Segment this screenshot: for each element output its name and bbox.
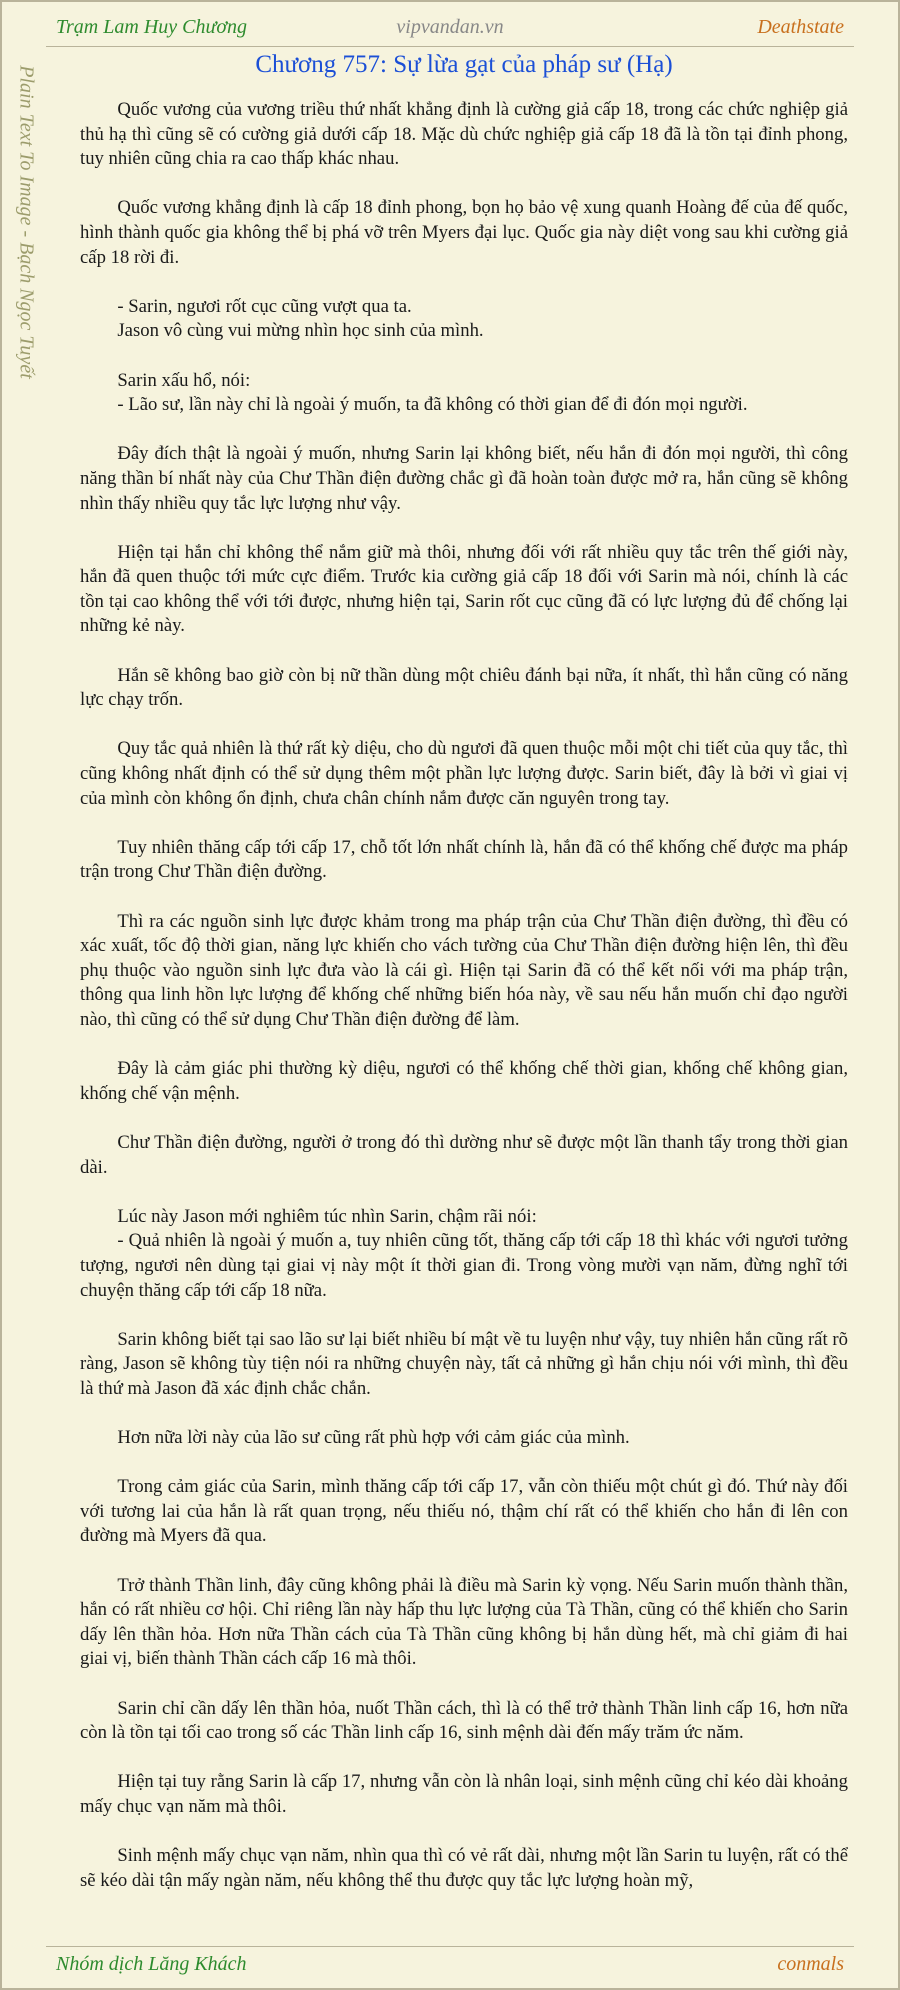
paragraph-line: - Lão sư, lần này chỉ là ngoài ý muốn, ta đã không có thời gian để đi đón mọi người. <box>117 394 748 416</box>
paragraph: Quốc vương khẳng định là cấp 18 đỉnh phong, bọn họ bảo vệ xung quanh Hoàng đế của đế quốc, hình thành quốc gia không thể bị phá vỡ trên Myers đại lục. Quốc gia này diệt vong sau khi cường giả cấp 18 rời đi. <box>80 197 848 268</box>
paragraph: Đây là cảm giác phi thường kỳ diệu, ngươi có thể khống chế thời gian, khống chế không gian, khống chế vận mệnh. <box>80 1058 848 1104</box>
header-site-name: vipvandan.vn <box>396 16 504 38</box>
paragraph: Hiện tại hắn chỉ không thể nắm giữ mà thôi, nhưng đối với rất nhiều quy tắc trên thế giới này, hắn đã quen thuộc tới mức cực điểm. Trước kia cường giả cấp 18 đối với Sarin mà nói, chính là các tồn tại cao không thể với tới được, nhưng hiện tại, Sarin rốt cục cũng đã có lực lượng đủ để chống lại những kẻ này. <box>80 541 848 637</box>
paragraph: Trở thành Thần linh, đây cũng không phải là điều mà Sarin kỳ vọng. Nếu Sarin muốn thành thần, hắn có rất nhiều cơ hội. Chỉ riêng lần này hấp thu lực lượng của Tà Thần, cũng có thể khiến cho Sarin dấy lên thần hỏa. Hơn nữa Thần cách của Tà Thần cũng không bị hắn dùng hết, mà chỉ giảm đi hai giai vị, biến thành Thần cách cấp 16 mà thôi. <box>80 1574 848 1670</box>
paragraph: Sinh mệnh mấy chục vạn năm, nhìn qua thì có vẻ rất dài, nhưng một lần Sarin tu luyện, rất có thể sẽ kéo dài tận mấy ngàn năm, nếu không thể thu được quy tắc lực lượng hoàn mỹ, <box>80 1845 848 1891</box>
footer-editor: conmals <box>777 1953 844 1975</box>
chapter-content <box>80 48 848 1918</box>
paragraph: Sarin không biết tại sao lão sư lại biết nhiều bí mật về tu luyện như vậy, tuy nhiên hắn cũng rất rõ ràng, Jason sẽ không tùy tiện nói ra những chuyện này, tất cả những gì hắn chịu nói với mình, thì đều là thứ mà Jason đã xác định chắc chắn. <box>80 1328 848 1399</box>
page-footer <box>46 1946 854 1983</box>
page-header <box>46 10 854 47</box>
paragraph <box>80 1205 848 1303</box>
paragraph: Chư Thần điện đường, người ở trong đó thì dường như sẽ được một lần thanh tẩy trong thời gian dài. <box>80 1131 848 1178</box>
paragraph-line: - Quả nhiên là ngoài ý muốn a, tuy nhiên cũng tốt, thăng cấp tới cấp 18 thì khác với ngươi tưởng tượng, ngươi nên dùng tại giai vị này một ít thời gian đi. Trong vòng mười vạn năm, đừng nghĩ tới chuyện thăng cấp tới cấp 18 nữa. <box>80 1230 848 1301</box>
paragraph: Quy tắc quả nhiên là thứ rất kỳ diệu, cho dù ngươi đã quen thuộc mỗi một chi tiết của quy tắc, thì cũng không nhất định có thể sử dụng thêm một phần lực lượng được. Sarin biết, đây là bởi vì giai vị của mình còn không ổn định, chưa chân chính nắm được căn nguyên trong tay. <box>80 738 848 809</box>
paragraph: Hắn sẽ không bao giờ còn bị nữ thần dùng một chiêu đánh bại nữa, ít nhất, thì hắn cũng có năng lực chạy trốn. <box>80 664 848 711</box>
paragraph: Sarin chỉ cần dấy lên thần hỏa, nuốt Thần cách, thì là có thể trở thành Thần linh cấp 16, hơn nữa còn là tồn tại tối cao trong số các Thần linh cấp 16, sinh mệnh dài đến mấy trăm ức năm. <box>80 1697 848 1744</box>
side-watermark-text: Plain Text To Image - Bạch Ngọc Tuyết <box>15 65 38 379</box>
paragraph-line: Sarin xấu hổ, nói: <box>117 369 251 391</box>
chapter-title: Chương 757: Sự lừa gạt của pháp sư (Hạ) <box>255 51 673 78</box>
paragraph: Thì ra các nguồn sinh lực được khảm trong ma pháp trận của Chư Thần điện đường, thì đều có xác xuất, tốc độ thời gian, năng lực khiến cho vách tường của Chư Thần điện đường hiện lên, thì đều phụ thuộc vào nguồn sinh lực đưa vào là cái gì. Hiện tại Sarin đã có thể kết nối với ma pháp trận, thông qua linh hồn lực lượng để khống chế những biến hóa này, về sau nếu hắn muốn chỉ đạo người nào, thì cũng có thể sử dụng Chư Thần điện đường để làm. <box>80 910 848 1030</box>
paragraph: Trong cảm giác của Sarin, mình thăng cấp tới cấp 17, vẫn còn thiếu một chút gì đó. Thứ này đối với tương lai của hắn là rất quan trọng, nếu thiếu nó, thậm chí rất có thể khiến cho hắn đi lên con đường mà Myers đã qua. <box>80 1476 848 1547</box>
side-watermark <box>4 52 48 392</box>
header-uploader: Deathstate <box>757 16 844 38</box>
paragraph-line: - Sarin, ngươi rốt cục cũng vượt qua ta. <box>117 295 412 317</box>
paragraph <box>80 295 848 344</box>
paragraph: Tuy nhiên thăng cấp tới cấp 17, chỗ tốt lớn nhất chính là, hắn đã có thể khống chế được ma pháp trận trong Chư Thần điện đường. <box>80 836 848 883</box>
paragraph-list <box>80 98 848 1893</box>
paragraph: Hơn nữa lời này của lão sư cũng rất phù hợp với cảm giác của mình. <box>117 1427 630 1449</box>
paragraph-line: Jason vô cùng vui mừng nhìn học sinh của mình. <box>117 320 484 342</box>
paragraph: Quốc vương của vương triều thứ nhất khẳng định là cường giả cấp 18, trong các chức nghiệp giả thủ hạ thì cũng sẽ có cường giả dưới cấp 18. Mặc dù chức nghiệp giả cấp 18 đã là tồn tại đỉnh phong, tuy nhiên cũng chia ra cao thấp khác nhau. <box>80 99 848 170</box>
paragraph: Đây đích thật là ngoài ý muốn, nhưng Sarin lại không biết, nếu hắn đi đón mọi người, thì công năng thần bí nhất này của Chư Thần điện đường chắc gì đã hoàn toàn được mở ra, hắn cũng sẽ không nhìn thấy nhiều quy tắc lực lượng như vậy. <box>80 443 848 514</box>
footer-translation-group: Nhóm dịch Lăng Khách <box>56 1953 247 1975</box>
paragraph-line: Lúc này Jason mới nghiêm túc nhìn Sarin, chậm rãi nói: <box>117 1205 537 1227</box>
header-translator-station: Trạm Lam Huy Chương <box>56 16 248 38</box>
paragraph: Hiện tại tuy rằng Sarin là cấp 17, nhưng vẫn còn là nhân loại, sinh mệnh cũng chỉ kéo dài khoảng mấy chục vạn năm mà thôi. <box>80 1771 848 1817</box>
paragraph <box>80 369 848 418</box>
